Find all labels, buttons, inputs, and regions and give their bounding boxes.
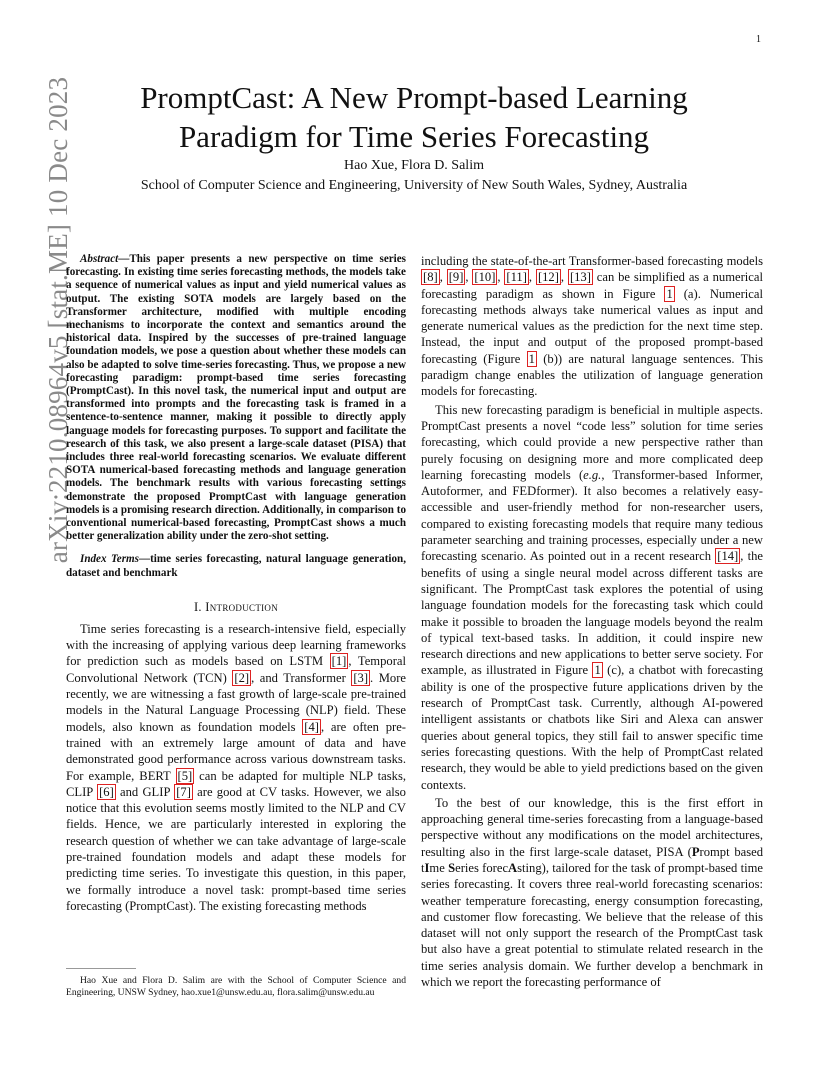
text-run: (b)) are natural language sentences. This paradigm change enables the utilization of language generation models for forecasting. (421, 351, 763, 399)
text-run: , (560, 270, 568, 285)
text-run: e.g. (583, 467, 602, 482)
citation-link[interactable]: [3] (353, 670, 369, 685)
text-run: can be adapted for multiple NLP tasks, CLIP (66, 768, 406, 799)
text-run: rompt based t (421, 844, 763, 875)
text-run: This new forecasting paradigm is beneficial in multiple aspects. PromptCast presents a novel “code less” solution for time series forecasting, which could provide a new perspective rather than purely focusing on designing more and more complicated deep learning forecasting models ( (421, 402, 763, 482)
index-terms-lead: Index Terms (80, 553, 139, 566)
footnote-rule (66, 968, 136, 969)
citation-link[interactable]: [10] (474, 270, 496, 285)
affiliation: School of Computer Science and Engineering, University of New South Wales, Sydney, Australia (140, 178, 688, 193)
text-run: , Temporal Convolutional Network (TCN) (66, 654, 406, 685)
footnote: Hao Xue and Flora D. Salim are with the School of Computer Science and Engineering, UNSW Sydney, hao.xue1@unsw.edu.au, flora.salim@unsw.edu.au (66, 975, 406, 998)
text-run: (c), a chatbot with forecasting ability is one of the prospective future applications driven by the research of PromptCast task. Currently, although AI-powered intelligent assistants or chatbots like Siri and Alexa can answer queries about general topics, they still fail to answer specific time series forecasting questions. With the help of PromptCast related research, they would be able to yield predictions based on the given contexts. (421, 663, 763, 792)
text-run: S (448, 860, 456, 875)
citation-link[interactable]: [12] (537, 270, 559, 285)
text-run: are good at CV tasks. However, we also notice that this evolution seems mostly limited to the NLP and CV fields. Hence, we are particularly interested in exploring the research question of whether we can take advantage of large-scale pre-trained foundation models and adapt these models for predicting time series. To investigate this question, in this paper, we formally introduce a novel task: prompt-based time series forecasting (PromptCast). The existing forecasting methods (66, 784, 406, 913)
intro-paragraph (66, 621, 406, 914)
page-number: 1 (756, 34, 761, 45)
citation-link[interactable]: [2] (234, 670, 250, 685)
title-line-2: Paradigm for Time Series Forecasting (178, 119, 650, 154)
citation-link[interactable]: [1] (331, 654, 347, 669)
text-run: (a). Numerical forecasting methods always take numerical values as input and generate numerical values as the prediction for the next time step. Instead, the input and output of the proposed prompt-based forecasting (Figure (421, 286, 763, 366)
arxiv-identifier: arXiv:2210.08964v5 [stat.ME] 10 Dec 2023 (42, 76, 73, 564)
abstract (66, 253, 406, 543)
citation-link[interactable]: [8] (423, 270, 438, 285)
text-run: can be simplified as a numerical forecasting paradigm as shown in Figure (421, 270, 763, 301)
body-paragraph (421, 402, 763, 793)
text-run: including the state-of-the-art Transformer-based forecasting models (421, 254, 763, 268)
citation-link[interactable]: [11] (506, 270, 527, 285)
figure-link[interactable]: 1 (666, 286, 673, 301)
left-column (66, 253, 406, 914)
figure-link[interactable]: 1 (594, 663, 601, 678)
text-run: Time series forecasting is a research-intensive field, especially with the increasing of applying various deep learning frameworks for prediction such as models based on LSTM (66, 621, 406, 669)
text-run: and GLIP (115, 784, 175, 799)
body-paragraph (421, 253, 763, 400)
abstract-text: —This paper presents a new perspective on time series forecasting. In existing time series forecasting methods, the models take a sequence of numerical values as input and yield numerical values as output. The existing SOTA models are largely based on the Transformer architecture, modified with multiple encoding mechanisms to incorporate the context and semantics around the historical data. Inspired by the successes of pre-trained language foundation models, we pose a question about whether these models can also be adapted to solve time-series forecasting. Thus, we propose a new forecasting paradigm: prompt-based time series forecasting (PromptCast). In this novel task, the numerical input and output are transformed into prompts and the forecasting task is framed in a sentence-to-sentence manner, making it possible to directly apply language models for forecasting purposes. To support and facilitate the research of this task, we also present a large-scale dataset (PISA) that includes three real-world forecasting scenarios. We evaluate different SOTA numerical-based forecasting methods and language generation models. The benchmark results with various forecasting settings demonstrate the proposed PromptCast with language generation models is a promising research direction. Additionally, in comparison to conventional numerical-based forecasting, PromptCast shows a much better generalization ability under the zero-shot setting. (66, 253, 406, 543)
index-terms-text: —time series forecasting, natural language generation, dataset and benchmark (66, 553, 406, 579)
citation-link[interactable]: [7] (176, 784, 191, 799)
citation-link[interactable]: [6] (99, 784, 114, 799)
abstract-lead: Abstract (80, 253, 119, 265)
paper-title (80, 78, 748, 156)
citation-link[interactable]: [13] (569, 270, 591, 285)
text-run: P (691, 844, 700, 859)
citation-link[interactable]: [9] (448, 270, 464, 285)
text-run: eries forec (455, 860, 509, 875)
body-paragraph (421, 795, 763, 991)
figure-link[interactable]: 1 (528, 351, 535, 366)
text-run: , are often pre-trained with an extremely large amount of data and have demonstrated good performance across various downstream tasks. For example, BERT (66, 719, 406, 783)
citation-link[interactable]: [4] (304, 719, 319, 734)
text-run: A (508, 860, 518, 875)
citation-link[interactable]: [14] (717, 549, 739, 564)
text-run: , the benefits of using a single neural model across different tasks are significant. The PromptCast task explores the potential of using language foundation models for the forecasting task which could make it possible to broaden the language models beyond the realm of typical text-based tasks. In addition, it could inspire new research directions and new applications to better serve society. For example, as illustrated in Figure (421, 549, 763, 678)
text-run: , Transformer-based Informer, Autoformer, and FEDformer). It also becomes a relatively easy-accessible and user-friendly method for non-researcher users, compared to existing forecasting models that require many tedious parameter searching and training processes, especially under a new forecasting scenario. As pointed out in a recent research (421, 467, 763, 564)
right-column (421, 253, 763, 990)
authors: Hao Xue, Flora D. Salim (344, 158, 484, 173)
text-run: , (439, 270, 447, 285)
text-run: me (429, 860, 449, 875)
text-run: , (497, 270, 505, 285)
text-run: , (528, 270, 536, 285)
index-terms (66, 553, 406, 579)
text-run: , (465, 270, 473, 285)
text-run: To the best of our knowledge, this is the first effort in approaching general time-series forecasting from a language-based perspective without any modifications on the model architectures, resulting also in the first large-scale dataset, PISA ( (421, 795, 763, 859)
title-line-1: PromptCast: A New Prompt-based Learning (140, 80, 688, 115)
text-run: sting), tailored for the task of prompt-based time series forecasting. It covers three real-world forecasting scenarios: weather temperature forecasting, energy consumption forecasting, and customer flow forecasting. We believe that the release of this dataset will not only support the research of the PromptCast task but also have a great potential to stimulate related research in the time series analysis domain. We further develop a benchmark in which we report the forecasting performance of (421, 860, 763, 990)
text-run: I (424, 860, 430, 875)
citation-link[interactable]: [5] (177, 768, 193, 783)
text-run: , and Transformer (251, 670, 352, 685)
text-run: . More recently, we are witnessing a fast growth of large-scale pre-trained models in the Natural Language Processing (NLP) field. These models, also known as foundation models (66, 670, 406, 734)
section-heading: I. Introduction (193, 599, 279, 614)
